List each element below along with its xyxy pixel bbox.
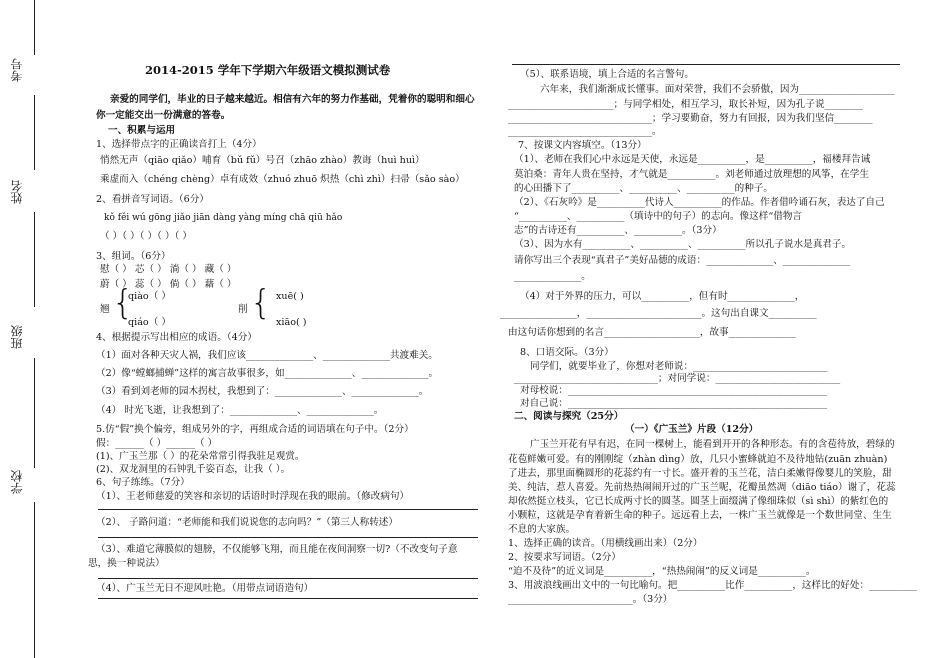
name-label: 姓名 [10,180,24,204]
section-1-heading: 一、积累与运用 [108,125,176,136]
question-4: 4、根据提示写出相应的成语。（4分） [96,332,257,343]
question-7-1-line-2: 莫泊桑：青年人贵在坚持，才气就是__________。刘老师通过放理想的风筝，在学生 [514,169,869,180]
question-8-classmates: ______________________________；对同学说：__________________________ [514,373,841,384]
margin-line [34,358,35,468]
student-info-margin [0,0,60,658]
question-7-3: （3）、因为水有__________、__________、__________所以孔子说水是真君子。 [514,239,852,250]
passage-line-4: 美、纯洁，惹人喜爱。先前热热闹闹开过的广玉兰呢，花瓣虽然凋（diāo tiáo）谢了，花蕊 [508,482,896,493]
question-8: 8、口语交际。（3分） [520,347,614,358]
reading-question-2-line: “迫不及待”的近义词是__________，“热热闹闹”的反义词是__________。 [508,566,816,577]
question-6-item-3-line-1: （3）、难道它薄膜似的翅膀，不仅能够飞翔，而且能在夜间洞察一切?（不改变句子意 [96,544,458,555]
question-3-xue-2: xiāo( ) [276,317,307,328]
answer-line [98,578,478,579]
answer-line [98,598,478,599]
passage-line-5: 却依然挺立枝头，它已长成两寸长的圆茎。圆茎上面缀满了像细珠似（sì shì）的紫红色的 [508,496,889,507]
passage-line-6: 小颗粒，这就是孕育着新生命的种子。远远看上去，一株广玉兰就像是一个数世同堂、生生 [508,510,892,521]
margin-line [34,212,35,307]
question-6-item-4: （4）、广玉兰无日不迎风吐艳。（用带点词语造句） [96,583,314,594]
question-2: 2、看拼音写词语。（6分） [96,194,209,205]
intro-line-1: 亲爱的同学们，毕业的日子越来越近。相信有六年的努力作基础，凭着你的聪明和细心 [110,94,475,105]
question-8-self: 对自己说：______________________________________________________ [520,398,827,409]
margin-line [34,502,35,658]
question-7-3-idioms-2: ______________。 [514,271,591,282]
exam-title: 2014-2015 学年下学期六年级语文模拟测试卷 [145,63,391,77]
question-3-line-a: 慰（ ） 芯（ ） 淌（ ） 藏（ ） [100,264,237,275]
question-5-line-c: (2)、双龙洞里的石钟乳千姿百态，让我（ ）。 [96,464,291,475]
passage-line-3: 了进去，那里面椭圆形的花蕊约有一寸长。盛开着的玉兰花，洁白柔嫩得像婴儿的笑脸，甜 [508,468,892,479]
quotes-line-3: ______________________________；学习要勤奋，努力有回报，因为我们坚信________ [508,113,873,124]
margin-line [34,0,35,55]
question-4-item-1: （1）面对各种天灾人祸，我们应该______________、______________共渡难关。 [96,350,438,361]
reading-question-1: 1、选择正确的读音。（用横线画出来）（2分） [508,538,703,549]
question-7-3-idioms: 请你写出三个表现“真君子”美好品德的成语：______________、______________ [514,255,850,266]
question-8-school: 对母校说：______________________________________________________ [520,385,827,396]
question-7-1-line-3: 的心田播下了__________、__________、__________的种子。 [514,183,774,194]
class-label: 班级 [10,325,24,349]
question-1: 1、选择带点字的正确读音打上（4分） [96,139,262,150]
question-8-teacher: 同学们，就要毕业了，你想对老师说：____________________________ [530,361,828,372]
question-7-4-line-2: ________________，________________________。这句出自课文__________ [500,308,817,319]
question-3-char-xue: 削 [238,304,248,315]
question-3: 3、组词。（6分） [96,251,171,262]
question-6-item-2: （2）、 子路问道：“老师能和我们说说您的志向吗？”（第三人称转述） [96,517,398,528]
school-label: 学校 [10,470,24,494]
question-1-line-a: 悄然无声（qiāo qiǎo）哺育（bǔ fǔ）号召（zhāo zhào）教诲（huì huì） [100,155,425,166]
question-3-char-qiao: 翘 [100,304,110,315]
question-7: 7、按课文内容填空。（13分） [518,140,647,151]
question-2-pinyin: kǒ fěi wú gōng jiǎo jiān dàng yàng míng chā qiū hǎo [104,213,343,223]
passage-line-2: 花苞鲜嫩可爱。有的刚刚绽（zhàn dìng）放，几只小蜜蜂就迫不及待地钻(zuān zhuàn) [508,454,888,465]
reading-question-3-line-2: __________________________。（3分） [508,594,673,605]
quotes-line-4: ______________________________。 [508,126,662,137]
question-7-2-line-2: “__________、__________（填诗中的句子）的志向。像这样“借物言 [514,211,803,222]
top-rule [512,64,900,65]
quotes-line-1: 六年来，我们渐渐成长懂事。面对荣誉，我们不会骄傲，因为____________________ [540,84,895,95]
question-7-4-line-3: 由这句话你想到的名言____________________，故事______________ [508,327,796,338]
question-6-item-1: （1）、王老师慈爱的笑容和亲切的话语时时浮现在我的眼前。（修改病句） [96,491,410,502]
question-6: 6、句子练练。（7分） [96,477,190,488]
question-5-quotes: （5）、联系语境，填上合适的名言警句。 [520,69,694,80]
passage-line-7: 不息的大家族。 [508,524,576,535]
question-6-item-3-line-2: 思，换一种说法） [88,558,165,569]
reading-1-title: （一）《广玉兰》片段（12分） [625,424,759,435]
question-7-2-line-3: 志”的古诗还有__________、__________。（3分） [514,225,722,236]
answer-line [98,509,478,510]
question-1-line-b: 乘虚而入（chéng chèng）卓有成效（zhuó zhuō 炽热（chì zhì）扫帚（sǎo sào） [100,174,465,185]
question-3-qiao-2: qiáo（ ） [128,317,171,328]
question-4-item-2: （2）像“螳螂捕蝉”这样的寓言故事很多，如______________、______________。 [96,368,439,379]
question-7-2-line-1: （2）、《石灰吟》是__________代诗人__________的作品。作者借吟诵石灰，表达了自己 [514,197,885,208]
reading-question-3-line-1: 3、用波浪线画出文中的一句比喻句。把__________比作__________，这样比的好处：__________ [508,580,918,591]
section-2-heading: 二、阅读与探究（25分） [514,411,624,422]
answer-line [98,537,478,538]
brace-icon: { [112,283,134,323]
question-3-qiao-1: qiào（ ） [128,291,171,302]
intro-line-2: 你一定能交出一份满意的答卷。 [96,110,231,121]
reading-question-2: 2、按要求写词语。（2分） [508,552,621,563]
question-5: 5.仿“假”换个偏旁，组成另外的字，再组成合适的词语填在句子中。（2分） [96,424,414,435]
question-7-4-line-1: （4）对于外界的压力，可以__________，但有时______________， [520,291,805,302]
quotes-line-2: ______________________；与同学相处，相互学习，取长补短，因为孔子说________ [508,99,863,110]
question-3-line-b: 蔚（ ） 蕊（ ） 倘（ ） 藉（ ） [100,279,237,290]
question-5-line-a: 假：______（ ）______（ ） [96,438,218,449]
exam-number-label: 考号 [10,58,24,82]
passage-line-1: 广玉兰开花有早有迟，在同一棵树上，能看到开开的各种形态。有的含苞待放，碧绿的 [530,439,895,450]
question-4-item-3: （3）看到刘老师的园木拐杖，我想到了：______________、______________。 [96,386,429,397]
question-2-answer-boxes: （ ）（ ）（ ）（ ）（ ） [100,231,192,242]
question-3-xue-1: xuē( ) [276,291,304,302]
question-5-line-b: (1)、广玉兰那（ ）的花朵常常引得我驻足观赏。 [96,451,305,462]
brace-icon: { [250,283,272,323]
margin-line [34,95,35,170]
question-4-item-4: （4） 时光飞逝，让我想到了：______________、______________。 [96,405,384,416]
question-7-1-line-1: （1）、老师在我们心中永远是天使，永远是__________，是__________，福楼拜告诫 [514,154,871,165]
